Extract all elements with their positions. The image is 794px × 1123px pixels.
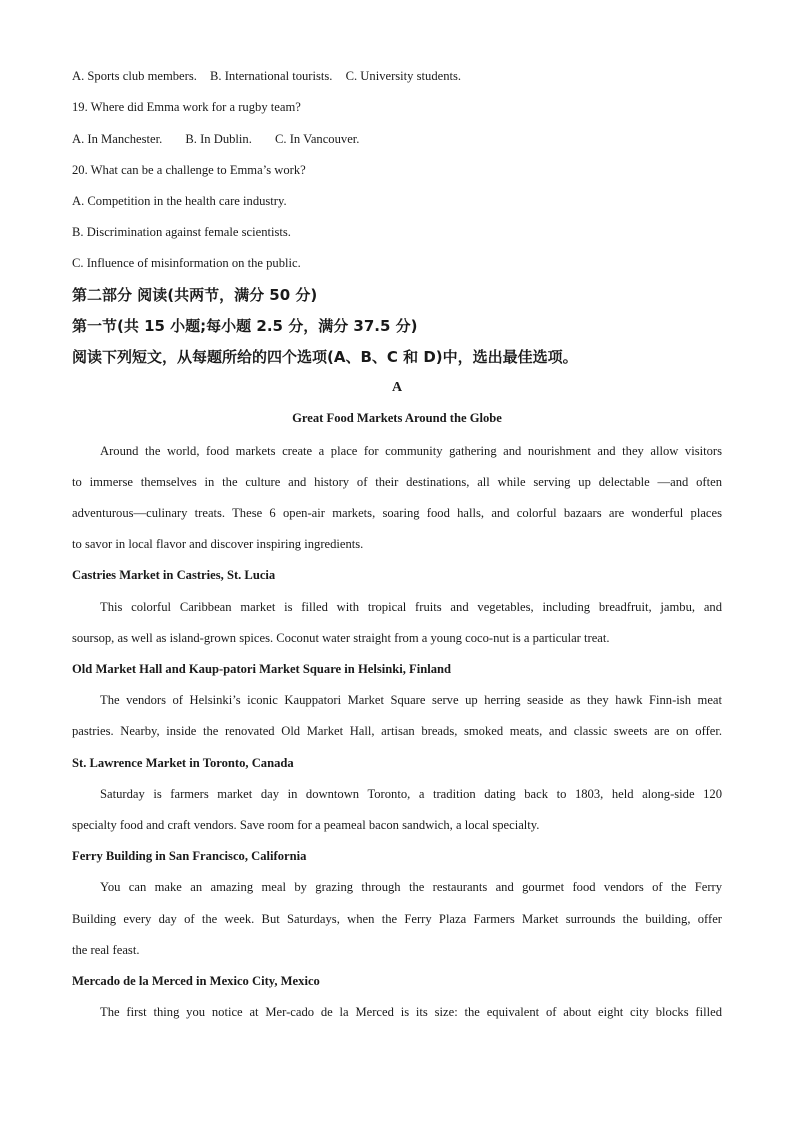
market-heading-merced: Mercado de la Merced in Mexico City, Mexico [72, 974, 320, 988]
passage-letter: A [391, 380, 403, 395]
part-title: 第二部分 阅读(共两节，满分 50 分) [72, 286, 318, 304]
q20-option-c: C. Influence of misinformation on the public. [72, 256, 301, 270]
q19-option-a: A. In Manchester. [72, 132, 163, 146]
helsinki-line-2: pastries. Nearby, inside the renovated Old Market Hall, artisan breads, smoked meats, and classic sweets are on offer. [72, 724, 722, 738]
castries-line-2: soursop, as well as island-grown spices. Coconut water straight from a young coco-nut is a particular treat. [72, 631, 610, 645]
ferry-line-1: You can make an amazing meal by grazing through the restaurants and gourmet food vendors of the Ferry [100, 880, 722, 894]
ferry-line-3: the real feast. [72, 943, 140, 957]
market-heading-helsinki: Old Market Hall and Kaup-patori Market Square in Helsinki, Finland [72, 662, 452, 676]
merced-line-1: The first thing you notice at Mer-cado de la Merced is its size: the equivalent of about eight city blocks filled [100, 1005, 722, 1019]
toronto-line-1: Saturday is farmers market day in downtown Toronto, a tradition dating back to 1803, held along-side 120 [100, 787, 722, 801]
ferry-line-2: Building every day of the week. But Saturdays, when the Ferry Plaza Farmers Market surrounds the building, offer [72, 912, 722, 926]
q19-question: 19. Where did Emma work for a rugby team? [72, 100, 301, 114]
q18-option-a: A. Sports club members. [72, 69, 197, 83]
q20-option-a: A. Competition in the health care industry. [72, 194, 287, 208]
q20-question: 20. What can be a challenge to Emma’s work? [72, 163, 306, 177]
q19-option-b: B. In Dublin. [185, 132, 252, 146]
q18-options [72, 68, 722, 84]
passage-title: Great Food Markets Around the Globe [292, 411, 502, 425]
q20-option-b: B. Discrimination against female scientists. [72, 225, 291, 239]
intro-line-1: Around the world, food markets create a place for community gathering and nourishment and they allow visitors [100, 444, 722, 458]
q19-options [72, 131, 722, 147]
section-title: 第一节(共 15 小题;每小题 2.5 分，满分 37.5 分) [72, 317, 418, 335]
market-heading-ferry: Ferry Building in San Francisco, California [72, 849, 307, 863]
q18-option-c: C. University students. [345, 69, 462, 83]
intro-line-3: adventurous—culinary treats. These 6 open-air markets, soaring food halls, and colorful bazaars are wonderful places [72, 506, 722, 520]
market-heading-toronto: St. Lawrence Market in Toronto, Canada [72, 756, 294, 770]
helsinki-line-1: The vendors of Helsinki’s iconic Kauppatori Market Square serve up herring seaside as they hawk Finn-ish meat [100, 693, 722, 707]
market-heading-castries: Castries Market in Castries, St. Lucia [72, 568, 276, 582]
intro-line-4: to savor in local flavor and discover inspiring ingredients. [72, 537, 364, 551]
castries-line-1: This colorful Caribbean market is filled with tropical fruits and vegetables, including breadfruit, jambu, and [100, 600, 722, 614]
instruction: 阅读下列短文，从每题所给的四个选项(A、B、C 和 D)中，选出最佳选项。 [72, 348, 578, 366]
q19-option-c: C. In Vancouver. [275, 132, 360, 146]
toronto-line-2: specialty food and craft vendors. Save room for a peameal bacon sandwich, a local specialty. [72, 818, 540, 832]
q18-option-b: B. International tourists. [210, 69, 333, 83]
intro-line-2: to immerse themselves in the culture and history of their destinations, all while serving up delectable —and often [72, 475, 722, 489]
